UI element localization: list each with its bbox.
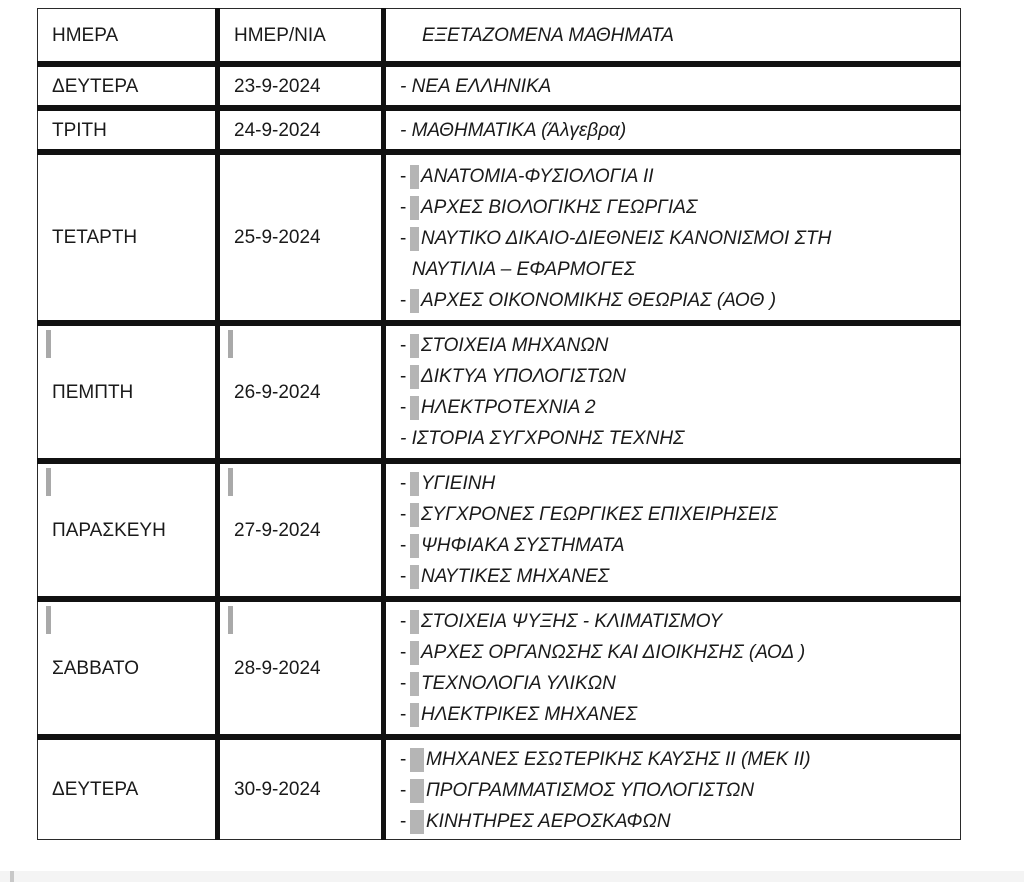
subject-line: - ΨΗΦΙΑΚΑ ΣΥΣΤΗΜΑΤΑ: [400, 535, 625, 556]
table-row: [38, 599, 961, 737]
date-cell: 27-9-2024: [218, 461, 384, 599]
date-cell: 28-9-2024: [218, 599, 384, 737]
subjects-cell: [384, 599, 961, 737]
subjects-cell: [384, 108, 961, 152]
header-date: ΗΜΕΡ/ΝΙΑ: [218, 9, 384, 65]
highlight-mark: [46, 330, 51, 358]
subjects-cell: [384, 323, 961, 461]
highlight-mark: [410, 703, 419, 727]
highlight-mark: [46, 606, 51, 634]
table-row: [38, 323, 961, 461]
day-cell: ΤΡΙΤΗ: [38, 108, 218, 152]
subject-line: - ΣΤΟΙΧΕΙΑ ΜΗΧΑΝΩΝ: [400, 335, 609, 356]
subject-line: - ΑΡΧΕΣ ΟΙΚΟΝΟΜΙΚΗΣ ΘΕΩΡΙΑΣ (ΑΟΘ ): [400, 290, 777, 311]
subject-line: - ΥΓΙΕΙΝΗ: [400, 473, 496, 494]
subjects-cell: [384, 152, 961, 323]
subject-line: - ΝΑΥΤΙΚΟ ΔΙΚΑΙΟ-ΔΙΕΘΝΕΙΣ ΚΑΝΟΝΙΣΜΟΙ ΣΤΗ: [400, 228, 832, 249]
highlight-mark: [410, 534, 419, 558]
highlight-mark: [410, 334, 419, 358]
subject-line: - ΑΡΧΕΣ ΟΡΓΑΝΩΣΗΣ ΚΑΙ ΔΙΟΙΚΗΣΗΣ (ΑΟΔ ): [400, 642, 806, 663]
header-subjects: ΕΞΕΤΑΖΟΜΕΝΑ ΜΑΘΗΜΑΤΑ: [384, 9, 961, 65]
page-edge-mark: [10, 871, 14, 882]
highlight-mark: [410, 165, 419, 189]
day-cell: ΣΑΒΒΑΤΟ: [38, 599, 218, 737]
highlight-mark: [410, 503, 419, 527]
table-row: [38, 64, 961, 108]
subject-line: - ΝΑΥΤΙΚΕΣ ΜΗΧΑΝΕΣ: [400, 566, 610, 587]
day-cell: ΤΕΤΑΡΤΗ: [38, 152, 218, 323]
date-cell: 24-9-2024: [218, 108, 384, 152]
subject-line: - ΗΛΕΚΤΡΟΤΕΧΝΙΑ 2: [400, 397, 596, 418]
subject-line: - ΚΙΝΗΤΗΡΕΣ ΑΕΡΟΣΚΑΦΩΝ: [400, 811, 671, 832]
table-row: [38, 461, 961, 599]
day-cell: ΠΕΜΠΤΗ: [38, 323, 218, 461]
subject-line: - ΝΕΑ ΕΛΛΗΝΙΚΑ: [400, 75, 552, 97]
highlight-mark: [410, 610, 419, 634]
subject-line: - ΙΣΤΟΡΙΑ ΣΥΓΧΡΟΝΗΣ ΤΕΧΝΗΣ: [400, 428, 685, 449]
subject-line: - ΜΗΧΑΝΕΣ ΕΣΩΤΕΡΙΚΗΣ ΚΑΥΣΗΣ ΙΙ (ΜΕΚ ΙΙ): [400, 749, 811, 770]
page-bottom-edge: [0, 871, 1024, 882]
date-cell: 25-9-2024: [218, 152, 384, 323]
subject-line: - ΑΝΑΤΟΜΙΑ-ΦΥΣΙΟΛΟΓΙΑ ΙΙ: [400, 166, 654, 187]
highlight-mark: [410, 365, 419, 389]
subject-line: - ΗΛΕΚΤΡΙΚΕΣ ΜΗΧΑΝΕΣ: [400, 704, 637, 725]
highlight-mark: [46, 468, 51, 496]
highlight-mark: [410, 396, 419, 420]
highlight-mark: [228, 468, 233, 496]
subject-line: - ΑΡΧΕΣ ΒΙΟΛΟΓΙΚΗΣ ΓΕΩΡΓΙΑΣ: [400, 197, 698, 218]
subject-line: - ΠΡΟΓΡΑΜΜΑΤΙΣΜΟΣ ΥΠΟΛΟΓΙΣΤΩΝ: [400, 780, 755, 801]
date-cell: 30-9-2024: [218, 737, 384, 840]
highlight-mark: [410, 810, 424, 834]
exam-schedule: [37, 8, 960, 870]
subject-line: - ΜΑΘΗΜΑΤΙΚΑ (Άλγεβρα): [400, 119, 627, 141]
highlight-mark: [228, 606, 233, 634]
subject-line: ΝΑΥΤΙΛΙΑ – ΕΦΑΡΜΟΓΕΣ: [412, 259, 636, 280]
table-header-row: [38, 9, 961, 65]
table-row: [38, 108, 961, 152]
exam-schedule-table: [37, 8, 961, 840]
highlight-mark: [410, 565, 419, 589]
subjects-cell: [384, 737, 961, 840]
highlight-mark: [410, 672, 419, 696]
highlight-mark: [410, 641, 419, 665]
subject-line: - ΔΙΚΤΥΑ ΥΠΟΛΟΓΙΣΤΩΝ: [400, 366, 626, 387]
highlight-mark: [410, 289, 419, 313]
highlight-mark: [410, 196, 419, 220]
subject-line: - ΣΤΟΙΧΕΙΑ ΨΥΞΗΣ - ΚΛΙΜΑΤΙΣΜΟΥ: [400, 611, 723, 632]
highlight-mark: [228, 330, 233, 358]
subjects-cell: [384, 64, 961, 108]
date-cell: 26-9-2024: [218, 323, 384, 461]
subjects-cell: [384, 461, 961, 599]
highlight-mark: [410, 748, 424, 772]
day-cell: ΠΑΡΑΣΚΕΥΗ: [38, 461, 218, 599]
table-row: [38, 152, 961, 323]
header-day: ΗΜΕΡΑ: [38, 9, 218, 65]
subject-line: - ΤΕΧΝΟΛΟΓΙΑ ΥΛΙΚΩΝ: [400, 673, 616, 694]
subject-line: - ΣΥΓΧΡΟΝΕΣ ΓΕΩΡΓΙΚΕΣ ΕΠΙΧΕΙΡΗΣΕΙΣ: [400, 504, 778, 525]
highlight-mark: [410, 227, 419, 251]
date-cell: 23-9-2024: [218, 64, 384, 108]
day-cell: ΔΕΥΤΕΡΑ: [38, 737, 218, 840]
highlight-mark: [410, 472, 419, 496]
highlight-mark: [410, 779, 424, 803]
table-row: [38, 737, 961, 840]
day-cell: ΔΕΥΤΕΡΑ: [38, 64, 218, 108]
